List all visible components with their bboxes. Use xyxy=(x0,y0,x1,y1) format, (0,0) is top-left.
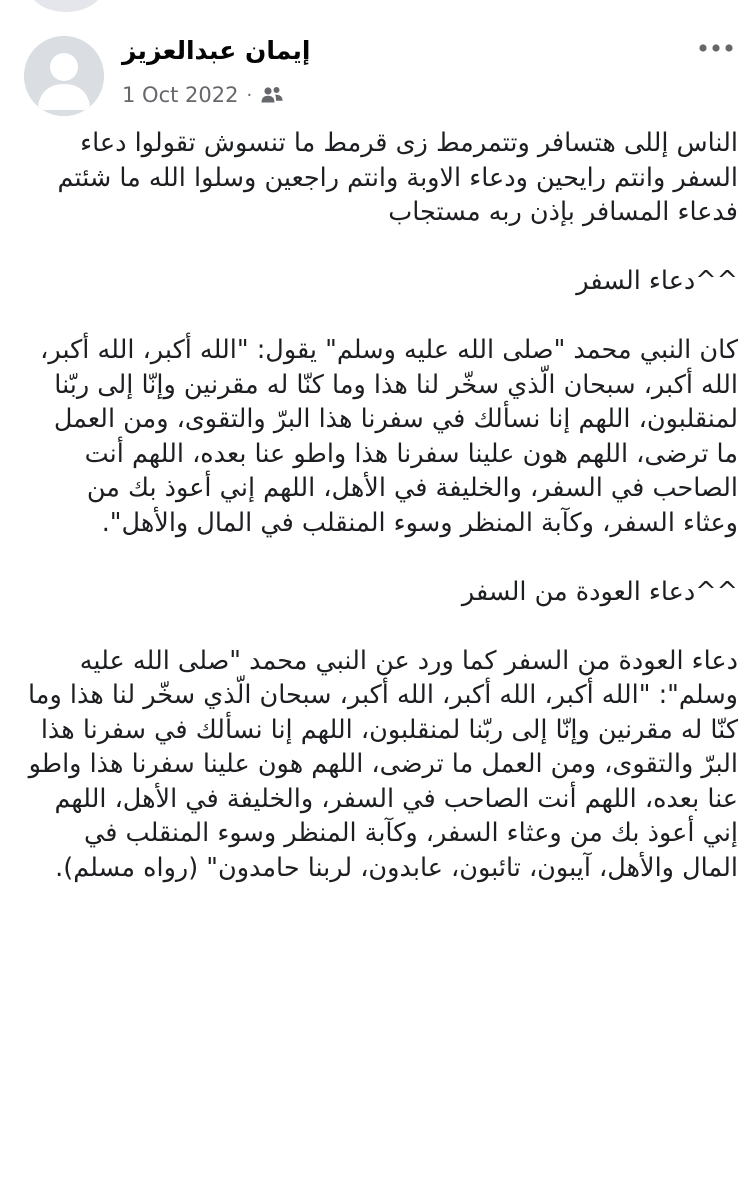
travel-dua-text: كان النبي محمد "صلى الله عليه وسلم" يقول: "الله أكبر، الله أكبر، الله أكبر، سبحان الّذي سخّر لنا هذا وما كنّا له مقرنين وإنّا إلى ربّنا لمنقلبون، اللهم إنا نسألك في سفرنا هذا البرّ والتقوى، ومن العمل ما ترضى، اللهم هون علينا سفرنا هذا واطو عنا بعده، اللهم أنت الصاحب في السفر، والخليفة في الأهل، اللهم إني أعوذ بك من وعثاء السفر، وكآبة المنظر وسوء المنقلب في المال والأهل". xyxy=(40,335,738,538)
return-dua-text: دعاء العودة من السفر كما ورد عن النبي محمد "صلى الله عليه وسلم": "الله أكبر، الله أكبر، الله أكبر، سبحان الّذي سخّر لنا هذا وما كنّا له مقرنين وإنّا إلى ربّنا لمنقلبون، اللهم إنا نسألك في سفرنا هذا البرّ والتقوى، ومن العمل ما ترضى، اللهم هون علينا سفرنا هذا واطو عنا بعده، اللهم أنت الصاحب في السفر، والخليفة في الأهل، اللهم إني أعوذ بك من وعثاء السفر، وكآبة المنظر وسوء المنقلب في المال والأهل، آيبون، تائبون، عابدون، لربنا حامدون" (رواه مسلم). xyxy=(28,645,738,883)
more-options-button[interactable] xyxy=(696,36,736,60)
post-header xyxy=(0,0,756,120)
more-options-icon xyxy=(698,43,734,53)
meta-separator: · xyxy=(246,84,253,106)
default-profile-icon xyxy=(24,36,104,116)
post-intro: الناس إللى هتسافر وتتمرمط زى قرمط ما تنسوش تقولوا دعاء السفر وانتم رايحين ودعاء الاوبة وانتم راجعين وسلوا الله ما شئتم فدعاء المسافر بإذن ربه مستجاب xyxy=(57,128,738,227)
friends-icon[interactable] xyxy=(260,85,284,105)
heading-return-dua: ^^دعاء العودة من السفر xyxy=(461,576,738,607)
post-meta xyxy=(122,83,284,107)
post-date[interactable]: 1 Oct 2022 xyxy=(122,83,239,107)
heading-travel-dua: ^^دعاء السفر xyxy=(576,266,738,296)
author-name[interactable]: إيمان عبدالعزيز xyxy=(122,36,311,65)
post-body xyxy=(28,126,738,885)
avatar[interactable] xyxy=(24,36,104,116)
